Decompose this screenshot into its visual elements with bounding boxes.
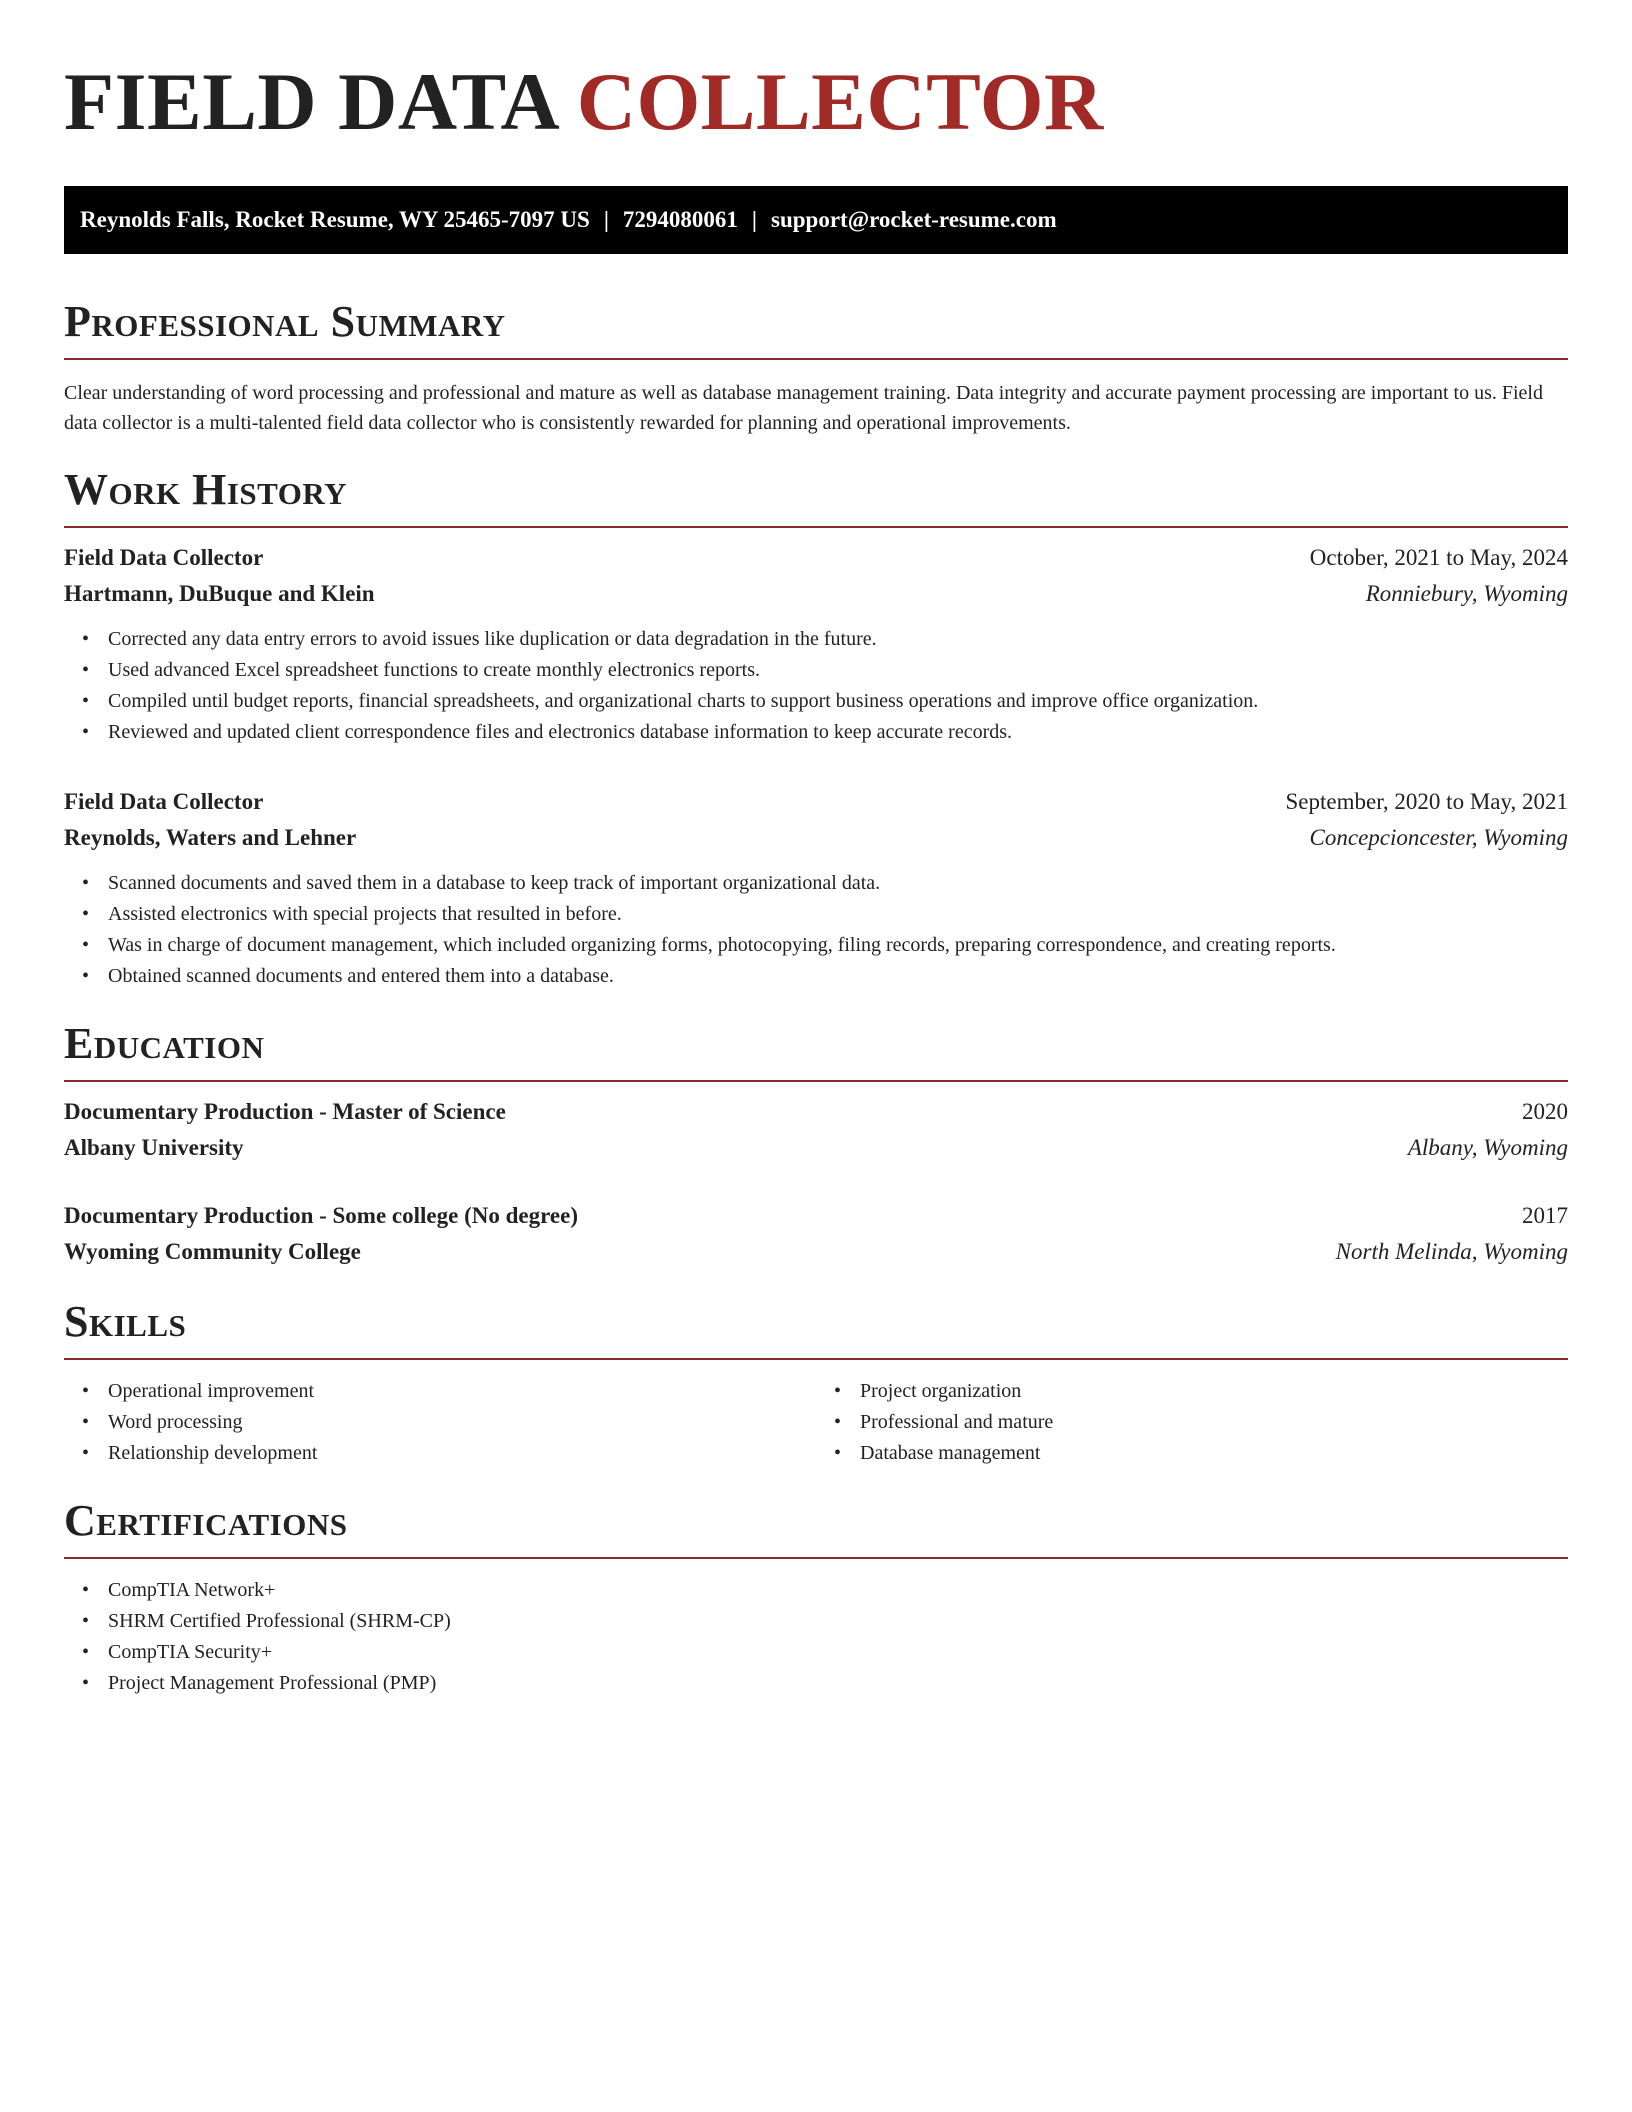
job-bullets bbox=[64, 624, 1568, 748]
education-section bbox=[64, 1018, 1568, 1270]
job-title: Field Data Collector bbox=[64, 545, 264, 570]
section-divider bbox=[64, 526, 1568, 528]
job-company: Reynolds, Waters and Lehner bbox=[64, 825, 357, 850]
degree-name: Documentary Production - Master of Science bbox=[64, 1099, 506, 1124]
degree-row bbox=[64, 1198, 1568, 1234]
skill-item: • Operational improvement bbox=[108, 1376, 816, 1407]
job-bullet: • Assisted electronics with special projects that resulted in before. bbox=[108, 899, 1568, 930]
contact-phone: 7294080061 bbox=[622, 207, 738, 232]
certification-item: • CompTIA Security+ bbox=[108, 1637, 1568, 1668]
skill-item: • Word processing bbox=[108, 1407, 816, 1438]
contact-separator: | bbox=[603, 207, 609, 232]
job-location: Ronniebury, Wyoming bbox=[1365, 581, 1568, 606]
job-bullet: • Reviewed and updated client correspondence files and electronics database information to keep accurate records. bbox=[108, 717, 1568, 748]
summary-section bbox=[64, 296, 1568, 438]
degree-name: Documentary Production - Some college (No degree) bbox=[64, 1203, 578, 1228]
job-title-row bbox=[64, 540, 1568, 576]
job-bullet: • Was in charge of document management, which included organizing forms, photocopying, filing records, preparing correspondence, and creating reports. bbox=[108, 930, 1568, 961]
skill-item: • Project organization bbox=[860, 1376, 1568, 1407]
degree-year: 2017 bbox=[1522, 1203, 1568, 1228]
title-part-2: COLLECTOR bbox=[576, 56, 1104, 147]
school-location: North Melinda, Wyoming bbox=[1335, 1239, 1568, 1264]
summary-heading: Professional Summary bbox=[64, 297, 506, 346]
school-row bbox=[64, 1130, 1568, 1166]
contact-bar bbox=[64, 186, 1568, 254]
job-title: Field Data Collector bbox=[64, 789, 264, 814]
certification-item: • CompTIA Network+ bbox=[108, 1575, 1568, 1606]
certification-item: • SHRM Certified Professional (SHRM-CP) bbox=[108, 1606, 1568, 1637]
skills-section bbox=[64, 1296, 1568, 1469]
job-bullet: • Obtained scanned documents and entered them into a database. bbox=[108, 961, 1568, 992]
school-name: Albany University bbox=[64, 1135, 244, 1160]
job-dates: September, 2020 to May, 2021 bbox=[1285, 789, 1568, 814]
skills-list-left bbox=[64, 1376, 816, 1469]
work-history-heading: Work History bbox=[64, 465, 348, 514]
skill-item: • Relationship development bbox=[108, 1438, 816, 1469]
school-name: Wyoming Community College bbox=[64, 1239, 361, 1264]
certification-item: • Project Management Professional (PMP) bbox=[108, 1668, 1568, 1699]
job-bullet: • Compiled until budget reports, financial spreadsheets, and organizational charts to support business operations and improve office organization. bbox=[108, 686, 1568, 717]
job-bullets bbox=[64, 868, 1568, 992]
job-company-row bbox=[64, 820, 1568, 856]
job-bullet: • Corrected any data entry errors to avoid issues like duplication or data degradation in the future. bbox=[108, 624, 1568, 655]
school-row bbox=[64, 1234, 1568, 1270]
resume-title bbox=[64, 0, 1568, 148]
skills-list-right bbox=[816, 1376, 1568, 1469]
job-bullet: • Scanned documents and saved them in a database to keep track of important organizational data. bbox=[108, 868, 1568, 899]
job-title-row bbox=[64, 784, 1568, 820]
job-entry bbox=[64, 540, 1568, 748]
degree-row bbox=[64, 1094, 1568, 1130]
section-divider bbox=[64, 358, 1568, 360]
job-location: Concepcioncester, Wyoming bbox=[1309, 825, 1568, 850]
skills-heading: Skills bbox=[64, 1297, 187, 1346]
skill-item: • Professional and mature bbox=[860, 1407, 1568, 1438]
work-history-section bbox=[64, 464, 1568, 992]
job-entry bbox=[64, 784, 1568, 992]
title-part-1: FIELD DATA bbox=[64, 56, 556, 147]
school-location: Albany, Wyoming bbox=[1407, 1135, 1568, 1160]
education-entry bbox=[64, 1094, 1568, 1166]
contact-address: Reynolds Falls, Rocket Resume, WY 25465-7097 US bbox=[80, 207, 590, 232]
job-company-row bbox=[64, 576, 1568, 612]
job-dates: October, 2021 to May, 2024 bbox=[1309, 545, 1568, 570]
contact-email: support@rocket-resume.com bbox=[771, 207, 1057, 232]
degree-year: 2020 bbox=[1522, 1099, 1568, 1124]
education-heading: Education bbox=[64, 1019, 265, 1068]
section-divider bbox=[64, 1080, 1568, 1082]
certifications-heading: Certifications bbox=[64, 1496, 348, 1545]
summary-text: Clear understanding of word processing and professional and mature as well as database management training. Data integrity and accurate payment processing are important to us. Field data collector is a multi-talented field data collector who is consistently rewarded for planning and operational improvements. bbox=[64, 382, 1543, 434]
job-company: Hartmann, DuBuque and Klein bbox=[64, 581, 375, 606]
contact-separator: | bbox=[751, 207, 757, 232]
skill-item: • Database management bbox=[860, 1438, 1568, 1469]
section-divider bbox=[64, 1557, 1568, 1559]
skills-grid bbox=[64, 1376, 1568, 1469]
section-divider bbox=[64, 1358, 1568, 1360]
certifications-section bbox=[64, 1495, 1568, 1699]
job-bullet: • Used advanced Excel spreadsheet functions to create monthly electronics reports. bbox=[108, 655, 1568, 686]
certifications-list bbox=[64, 1575, 1568, 1699]
education-entry bbox=[64, 1198, 1568, 1270]
